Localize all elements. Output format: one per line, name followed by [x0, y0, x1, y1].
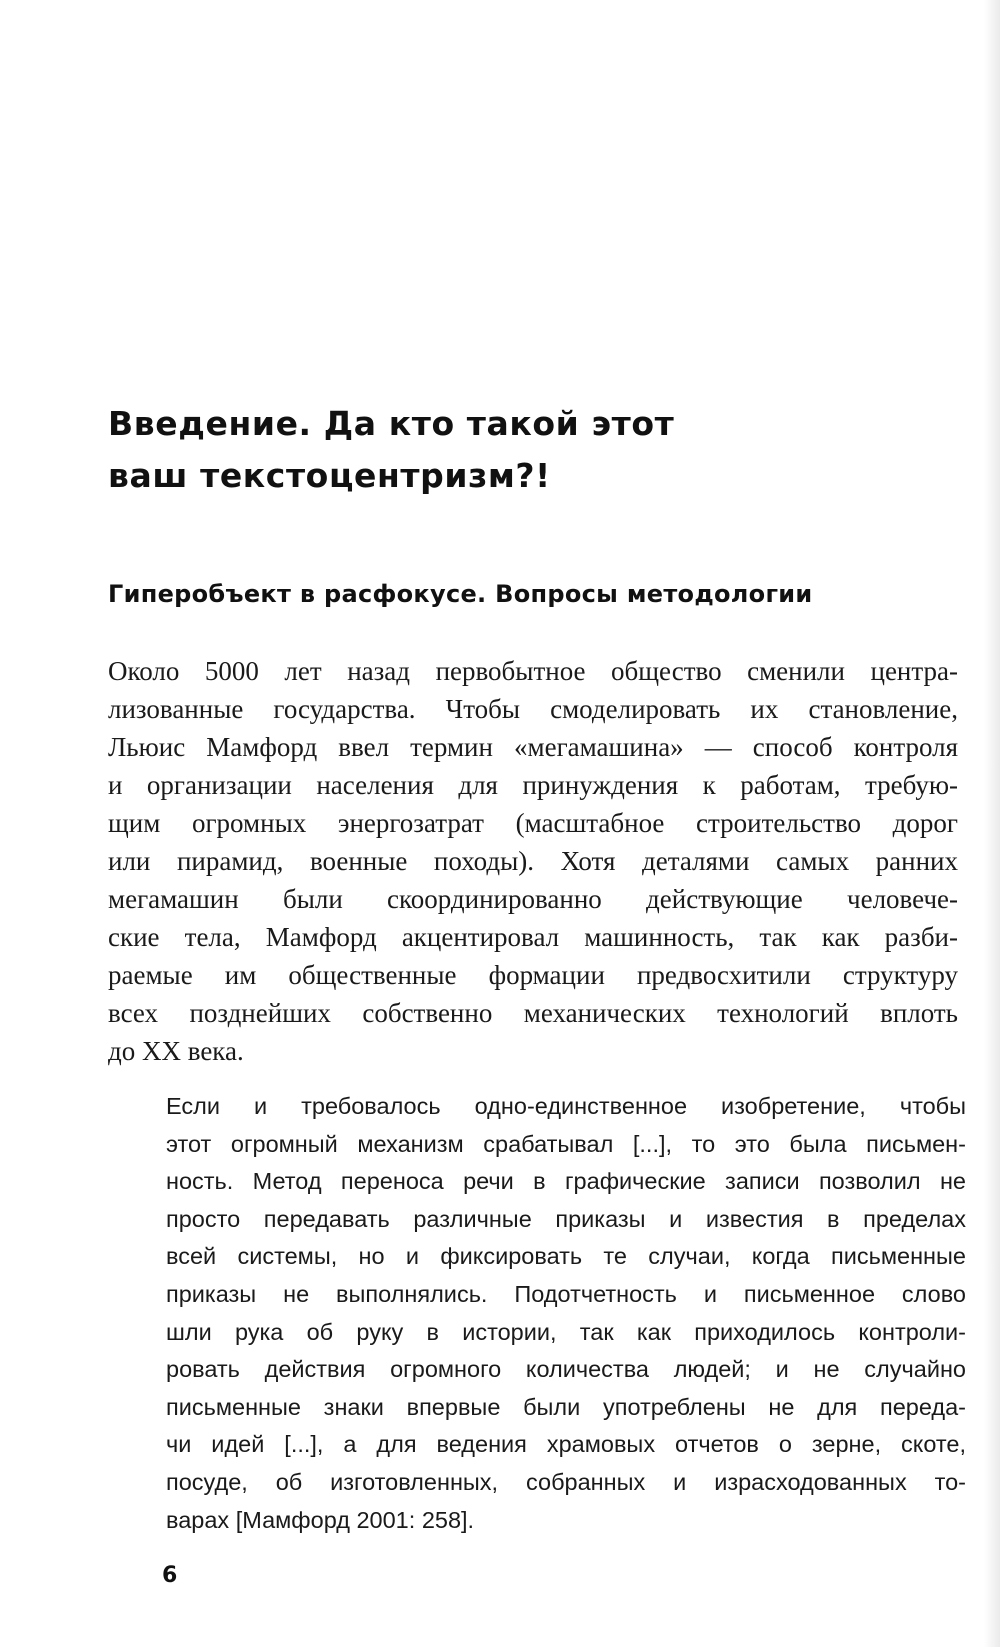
quote-line: всей системы, но и фиксировать те случаи, когда письменные: [166, 1243, 966, 1270]
quote-line: шли рука об руку в истории, так как приходилось контроли-: [166, 1318, 966, 1345]
page-number: 6: [162, 1563, 178, 1588]
text-line: щим огромных энергозатрат (масштабное строительство дорог: [108, 808, 958, 838]
text-line: и организации населения для принуждения к работам, требую-: [108, 770, 958, 800]
text-line: Льюис Мамфорд ввел термин «мегамашина» — способ контроля: [108, 732, 958, 762]
block-quote: [166, 1088, 966, 1539]
page-edge-shadow: [984, 0, 1000, 1647]
quote-line: варах [Мамфорд 2001: 258].: [166, 1506, 475, 1533]
quote-line: письменные знаки впервые были употреблены не для переда-: [166, 1393, 966, 1420]
text-line: лизованные государства. Чтобы смоделировать их становление,: [108, 694, 958, 724]
quote-line: Если и требовалось одно-единственное изобретение, чтобы: [166, 1093, 966, 1119]
text-line: раемые им общественные формации предвосхитили структуру: [108, 960, 958, 990]
quote-line: посуде, об изготовленных, собранных и израсходованных то-: [166, 1468, 966, 1495]
quote-line: приказы не выполнялись. Подотчетность и письменное слово: [166, 1280, 966, 1307]
text-line: Около 5000 лет назад первобытное общество сменили центра-: [108, 656, 958, 686]
chapter-title-line: ваш текстоцентризм?!: [108, 456, 551, 495]
quote-line: ность. Метод переноса речи в графические записи позволил не: [166, 1168, 966, 1195]
quote-line: этот огромный механизм срабатывал [...], то это была письмен-: [166, 1130, 966, 1157]
text-line: до XX века.: [108, 1036, 244, 1066]
text-line: всех позднейших собственно механических технологий вплоть: [108, 998, 958, 1028]
quote-line: ровать действия огромного количества людей; и не случайно: [166, 1356, 966, 1383]
chapter-title: [108, 398, 808, 502]
text-line: ские тела, Мамфорд акцентировал машинность, так как разби-: [108, 922, 958, 952]
body-paragraph: [108, 652, 958, 1070]
section-title: Гиперобъект в расфокусе. Вопросы методологии: [108, 580, 813, 608]
chapter-title-line: Введение. Да кто такой этот: [108, 404, 675, 443]
quote-line: чи идей [...], а для ведения храмовых отчетов о зерне, скоте,: [166, 1431, 966, 1458]
text-line: или пирамид, военные походы). Хотя деталями самых ранних: [108, 846, 958, 876]
text-line: мегамашин были скоординированно действующие человече-: [108, 884, 958, 914]
quote-line: просто передавать различные приказы и известия в пределах: [166, 1205, 966, 1232]
